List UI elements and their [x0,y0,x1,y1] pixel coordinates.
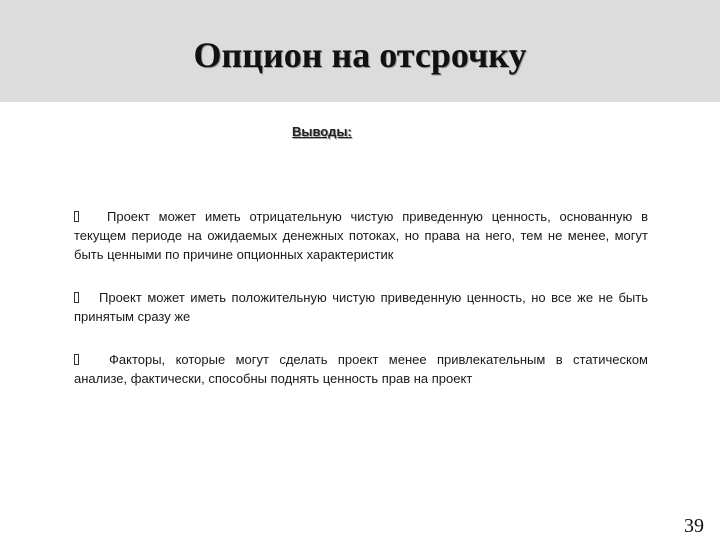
list-item [74,207,648,264]
list-item-text: Проект может иметь отрицательную чистую приведенную ценность, основанную в текущем периоде на ожидаемых денежных потоках, но права на него, тем не менее, могут быть ценными по причине опционных характеристик [74,209,648,262]
page-number: 39 [684,515,704,537]
list-item [74,288,648,326]
bullet-icon [74,354,79,365]
list-item-text: Факторы, которые могут сделать проект менее привлекательным в статическом анализе, фактически, способны поднять ценность прав на проект [74,352,648,386]
bullet-icon [74,211,79,222]
conclusions-list [74,207,648,412]
conclusions-heading: Выводы: [292,124,352,139]
bullet-icon [74,292,79,303]
list-item [74,350,648,388]
list-item-text: Проект может иметь положительную чистую приведенную ценность, но все же не быть принятым сразу же [74,290,648,324]
slide-title: Опцион на отсрочку [193,35,527,75]
